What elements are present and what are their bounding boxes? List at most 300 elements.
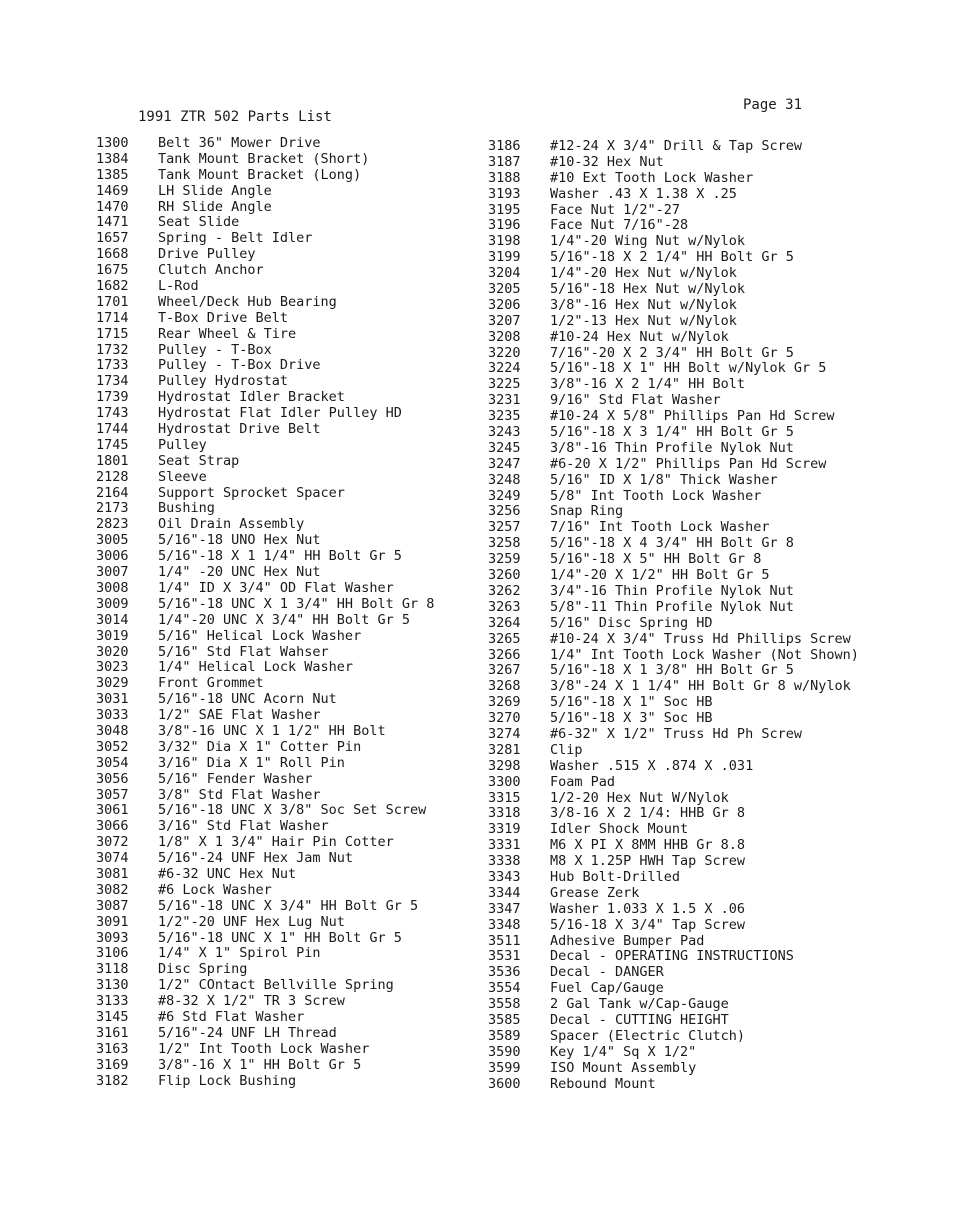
part-description: #6-32 UNC Hex Nut	[158, 865, 297, 882]
list-item	[96, 438, 434, 454]
part-number: 3248	[488, 471, 521, 488]
list-item	[488, 504, 859, 520]
list-item	[488, 361, 859, 377]
part-number: 1657	[96, 230, 129, 247]
part-number: 3091	[96, 913, 129, 930]
part-description: 5/16" ID X 1/8" Thick Washer	[550, 471, 778, 488]
list-item	[96, 692, 434, 708]
part-number: 1385	[96, 166, 129, 183]
part-description: 1/2-20 Hex Nut W/Nylok	[550, 789, 729, 806]
list-item	[488, 965, 859, 981]
part-number: 3231	[488, 392, 521, 409]
part-number: 2823	[96, 516, 129, 533]
part-description: 5/16"-24 UNF Hex Jam Nut	[158, 850, 354, 867]
part-description: Washer .43 X 1.38 X .25	[550, 185, 737, 202]
list-item	[96, 660, 434, 676]
part-number: 1701	[96, 293, 129, 310]
list-item	[488, 218, 859, 234]
part-number: 3281	[488, 741, 521, 758]
list-item	[96, 200, 434, 216]
list-item	[96, 295, 434, 311]
list-item	[488, 727, 859, 743]
part-description: Face Nut 7/16"-28	[550, 217, 689, 234]
part-description: 5/16"-18 UNO Hex Nut	[158, 532, 321, 549]
list-item	[96, 851, 434, 867]
part-description: 5/16" Helical Lock Washer	[158, 627, 362, 644]
part-description: Pulley - T-Box	[158, 341, 272, 358]
part-number: 3061	[96, 802, 129, 819]
part-number: 3585	[488, 1011, 521, 1028]
part-description: 1/2"-13 Hex Nut w/Nylok	[550, 312, 737, 329]
part-number: 3243	[488, 424, 521, 441]
part-description: M6 X PI X 8MM HHB Gr 8.8	[550, 837, 746, 854]
part-description: 1/4" Int Tooth Lock Washer (Not Shown)	[550, 646, 859, 663]
part-number: 2164	[96, 484, 129, 501]
part-number: 3204	[488, 265, 521, 282]
part-number: 3206	[488, 296, 521, 313]
part-description: Hydrostat Idler Bracket	[158, 389, 345, 406]
part-description: Pulley Hydrostat	[158, 373, 289, 390]
part-description: Wheel/Deck Hub Bearing	[158, 293, 337, 310]
part-description: 5/16"-18 X 5" HH Bolt Gr 8	[550, 551, 762, 568]
part-description: 3/8" Std Flat Washer	[158, 786, 321, 803]
part-number: 3169	[96, 1056, 129, 1073]
part-description: 3/16" Std Flat Washer	[158, 818, 329, 835]
part-description: 5/16" Std Flat Wahser	[158, 643, 329, 660]
list-item	[96, 152, 434, 168]
part-number: 1733	[96, 357, 129, 374]
list-item	[96, 676, 434, 692]
part-description: 5/16"-18 X 3 1/4" HH Bolt Gr 5	[550, 424, 794, 441]
part-description: #10-24 X 5/8" Phillips Pan Hd Screw	[550, 408, 835, 425]
part-description: Pulley - T-Box Drive	[158, 357, 321, 374]
list-item	[96, 390, 434, 406]
part-number: 3188	[488, 169, 521, 186]
part-description: 1/4"-20 X 1/2" HH Bolt Gr 5	[550, 567, 770, 584]
list-item	[488, 1061, 859, 1077]
part-description: Spring - Belt Idler	[158, 230, 313, 247]
part-description: Decal - DANGER	[550, 964, 664, 981]
part-description: 3/32" Dia X 1" Cotter Pin	[158, 738, 362, 755]
part-description: 3/8"-24 X 1 1/4" HH Bolt Gr 8 w/Nylok	[550, 678, 851, 695]
part-number: 3256	[488, 503, 521, 520]
part-number: 3599	[488, 1059, 521, 1076]
part-number: 3268	[488, 678, 521, 695]
part-number: 3133	[96, 993, 129, 1010]
part-number: 3267	[488, 662, 521, 679]
part-number: 3081	[96, 865, 129, 882]
part-description: Adhesive Bumper Pad	[550, 932, 705, 949]
list-item	[488, 1045, 859, 1061]
part-number: 3258	[488, 535, 521, 552]
list-item	[96, 1058, 434, 1074]
part-description: 5/16" Fender Washer	[158, 770, 313, 787]
part-number: 1745	[96, 436, 129, 453]
part-description: M8 X 1.25P HWH Tap Screw	[550, 853, 746, 870]
part-number: 3193	[488, 185, 521, 202]
part-description: 3/8"-16 Hex Nut w/Nylok	[550, 296, 737, 313]
part-description: 5/16"-18 UNC X 3/8" Soc Set Screw	[158, 802, 427, 819]
part-number: 3590	[488, 1043, 521, 1060]
part-description: 3/4"-16 Thin Profile Nylok Nut	[550, 582, 794, 599]
list-item	[488, 330, 859, 346]
part-description: Spacer (Electric Clutch)	[550, 1027, 746, 1044]
part-number: 3265	[488, 630, 521, 647]
list-item	[488, 409, 859, 425]
list-item	[488, 648, 859, 664]
part-number: 1300	[96, 135, 129, 151]
part-number: 3247	[488, 455, 521, 472]
part-number: 3019	[96, 627, 129, 644]
part-description: 1/4"-20 Hex Nut w/Nylok	[550, 265, 737, 282]
list-item	[488, 1029, 859, 1045]
list-item	[96, 454, 434, 470]
list-item	[488, 695, 859, 711]
part-description: Rear Wheel & Tire	[158, 325, 297, 342]
part-description: 5/16"-18 X 2 1/4" HH Bolt Gr 5	[550, 249, 794, 266]
part-number: 3023	[96, 659, 129, 676]
list-item	[96, 756, 434, 772]
part-number: 3511	[488, 932, 521, 949]
part-description: #10-32 Hex Nut	[550, 153, 664, 170]
list-item	[488, 266, 859, 282]
part-description: #12-24 X 3/4" Drill & Tap Screw	[550, 138, 802, 154]
list-item	[488, 139, 859, 155]
list-item	[96, 327, 434, 343]
list-item	[96, 517, 434, 533]
part-number: 3558	[488, 996, 521, 1013]
list-item	[96, 581, 434, 597]
part-description: 5/16"-18 X 1 1/4" HH Bolt Gr 5	[158, 548, 402, 565]
list-item	[488, 568, 859, 584]
part-number: 3260	[488, 567, 521, 584]
list-item	[488, 934, 859, 950]
part-description: 5/16" Disc Spring HD	[550, 614, 713, 631]
list-item	[96, 613, 434, 629]
part-description: #6-32" X 1/2" Truss Hd Ph Screw	[550, 725, 802, 742]
part-description: 1/4" -20 UNC Hex Nut	[158, 564, 321, 581]
part-description: #10-24 X 3/4" Truss Hd Phillips Screw	[550, 630, 851, 647]
list-item	[488, 838, 859, 854]
part-number: 3319	[488, 821, 521, 838]
part-number: 3225	[488, 376, 521, 393]
list-item	[488, 679, 859, 695]
part-number: 3208	[488, 328, 521, 345]
part-number: 3052	[96, 738, 129, 755]
part-number: 3263	[488, 598, 521, 615]
part-description: Face Nut 1/2"-27	[550, 201, 681, 218]
part-description: 1/8" X 1 3/4" Hair Pin Cotter	[158, 834, 394, 851]
list-item	[488, 314, 859, 330]
list-item	[488, 298, 859, 314]
list-item	[96, 915, 434, 931]
parts-list-left-column	[96, 136, 434, 1089]
part-number: 3087	[96, 897, 129, 914]
list-item	[96, 343, 434, 359]
part-number: 3257	[488, 519, 521, 536]
part-number: 3048	[96, 722, 129, 739]
part-description: Decal - OPERATING INSTRUCTIONS	[550, 948, 794, 965]
part-number: 3031	[96, 691, 129, 708]
list-item	[96, 358, 434, 374]
list-item	[96, 215, 434, 231]
list-item	[96, 422, 434, 438]
part-description: 1/2" SAE Flat Washer	[158, 707, 321, 724]
list-item	[488, 473, 859, 489]
list-item	[96, 168, 434, 184]
part-number: 3093	[96, 929, 129, 946]
part-number: 3029	[96, 675, 129, 692]
part-number: 1668	[96, 246, 129, 263]
list-item	[488, 489, 859, 505]
part-number: 1675	[96, 262, 129, 279]
part-number: 2173	[96, 500, 129, 517]
list-item	[96, 629, 434, 645]
list-item	[488, 616, 859, 632]
list-item	[488, 552, 859, 568]
part-number: 3161	[96, 1024, 129, 1041]
part-number: 3006	[96, 548, 129, 565]
list-item	[96, 645, 434, 661]
part-number: 3270	[488, 710, 521, 727]
list-item	[96, 946, 434, 962]
part-description: #6 Std Flat Washer	[158, 1008, 305, 1025]
page-number: Page 31	[743, 97, 803, 113]
list-item	[488, 806, 859, 822]
part-description: Hydrostat Flat Idler Pulley HD	[158, 405, 402, 422]
part-number: 3235	[488, 408, 521, 425]
part-description: Drive Pulley	[158, 246, 256, 263]
part-description: 5/8"-11 Thin Profile Nylok Nut	[550, 598, 794, 615]
part-number: 1715	[96, 325, 129, 342]
list-item	[96, 1010, 434, 1026]
list-item	[96, 772, 434, 788]
list-item	[96, 247, 434, 263]
list-item	[96, 533, 434, 549]
part-description: Washer 1.033 X 1.5 X .06	[550, 900, 746, 917]
part-number: 1734	[96, 373, 129, 390]
part-number: 3554	[488, 980, 521, 997]
list-item	[96, 740, 434, 756]
part-number: 3343	[488, 868, 521, 885]
part-number: 3331	[488, 837, 521, 854]
list-item	[488, 918, 859, 934]
list-item	[96, 470, 434, 486]
part-number: 3072	[96, 834, 129, 851]
part-description: Snap Ring	[550, 503, 624, 520]
part-number: 3074	[96, 850, 129, 867]
list-item	[488, 425, 859, 441]
part-number: 3009	[96, 595, 129, 612]
part-description: #10 Ext Tooth Lock Washer	[550, 169, 754, 186]
part-number: 3066	[96, 818, 129, 835]
part-number: 1469	[96, 182, 129, 199]
list-item	[96, 994, 434, 1010]
part-number: 3318	[488, 805, 521, 822]
part-number: 3195	[488, 201, 521, 218]
list-item	[96, 486, 434, 502]
part-number: 3082	[96, 881, 129, 898]
list-item	[488, 187, 859, 203]
part-description: Bushing	[158, 500, 215, 517]
part-description: Washer .515 X .874 X .031	[550, 757, 754, 774]
part-description: 1/2"-20 UNF Hex Lug Nut	[158, 913, 345, 930]
part-description: Support Sprocket Spacer	[158, 484, 345, 501]
part-number: 3187	[488, 153, 521, 170]
list-item	[488, 870, 859, 886]
part-description: T-Box Drive Belt	[158, 309, 289, 326]
part-description: 3/8"-16 Thin Profile Nylok Nut	[550, 439, 794, 456]
part-number: 3249	[488, 487, 521, 504]
part-description: 1/2" Int Tooth Lock Washer	[158, 1040, 370, 1057]
list-item	[96, 867, 434, 883]
list-item	[96, 565, 434, 581]
list-item	[488, 791, 859, 807]
part-description: 1/2" COntact Bellville Spring	[158, 977, 394, 994]
part-number: 3008	[96, 579, 129, 596]
part-number: 1471	[96, 214, 129, 231]
part-description: 5/16"-18 UNC X 1 3/4" HH Bolt Gr 8	[158, 595, 435, 612]
list-item	[96, 279, 434, 295]
list-item	[488, 346, 859, 362]
part-number: 3262	[488, 582, 521, 599]
part-description: Grease Zerk	[550, 884, 640, 901]
part-description: 3/8"-16 X 2 1/4" HH Bolt	[550, 376, 746, 393]
document-title: 1991 ZTR 502 Parts List	[138, 109, 332, 125]
part-description: RH Slide Angle	[158, 198, 272, 215]
list-item	[96, 788, 434, 804]
part-description: 7/16"-20 X 2 3/4" HH Bolt Gr 5	[550, 344, 794, 361]
list-item	[96, 1026, 434, 1042]
list-item	[488, 854, 859, 870]
part-number: 3259	[488, 551, 521, 568]
part-description: Fuel Cap/Gauge	[550, 980, 664, 997]
part-description: 5/16"-24 UNF LH Thread	[158, 1024, 337, 1041]
part-number: 3014	[96, 611, 129, 628]
part-number: 3264	[488, 614, 521, 631]
part-description: 5/16"-18 X 4 3/4" HH Bolt Gr 8	[550, 535, 794, 552]
part-description: Hub Bolt-Drilled	[550, 868, 681, 885]
part-number: 3315	[488, 789, 521, 806]
list-item	[96, 1074, 434, 1090]
list-item	[488, 822, 859, 838]
part-description: Clip	[550, 741, 583, 758]
part-description: 5/16"-18 X 1" HH Bolt w/Nylok Gr 5	[550, 360, 827, 377]
list-item	[96, 311, 434, 327]
part-number: 1470	[96, 198, 129, 215]
part-description: 1/4" ID X 3/4" OD Flat Washer	[158, 579, 394, 596]
part-number: 3274	[488, 725, 521, 742]
list-item	[96, 406, 434, 422]
part-description: 5/16"-18 UNC X 3/4" HH Bolt Gr 5	[158, 897, 419, 914]
part-number: 1714	[96, 309, 129, 326]
part-number: 3198	[488, 233, 521, 250]
part-description: Disc Spring	[158, 961, 248, 978]
list-item	[488, 1013, 859, 1029]
part-number: 3220	[488, 344, 521, 361]
part-description: Front Grommet	[158, 675, 264, 692]
list-item	[488, 441, 859, 457]
list-item	[488, 520, 859, 536]
part-description: #6-20 X 1/2" Phillips Pan Hd Screw	[550, 455, 827, 472]
part-description: Belt 36" Mower Drive	[158, 135, 321, 151]
part-description: 9/16" Std Flat Washer	[550, 392, 721, 409]
list-item	[96, 231, 434, 247]
part-description: Tank Mount Bracket (Long)	[158, 166, 362, 183]
part-number: 1739	[96, 389, 129, 406]
part-description: Seat Slide	[158, 214, 240, 231]
list-item	[96, 883, 434, 899]
part-number: 3186	[488, 138, 521, 154]
list-item	[488, 663, 859, 679]
part-number: 3005	[96, 532, 129, 549]
part-description: Key 1/4" Sq X 1/2"	[550, 1043, 697, 1060]
part-number: 1743	[96, 405, 129, 422]
part-number: 3205	[488, 281, 521, 298]
part-number: 3348	[488, 916, 521, 933]
list-item	[96, 899, 434, 915]
part-description: Sleeve	[158, 468, 207, 485]
list-item	[488, 282, 859, 298]
list-item	[488, 997, 859, 1013]
part-number: 3007	[96, 564, 129, 581]
list-item	[488, 234, 859, 250]
list-item	[96, 835, 434, 851]
list-item	[96, 597, 434, 613]
part-number: 3056	[96, 770, 129, 787]
list-item	[488, 377, 859, 393]
list-item	[488, 949, 859, 965]
parts-list-right-column	[488, 139, 859, 1092]
list-item	[488, 981, 859, 997]
list-item	[96, 184, 434, 200]
part-number: 3298	[488, 757, 521, 774]
list-item	[488, 632, 859, 648]
part-description: 3/8"-16 X 1" HH Bolt Gr 5	[158, 1056, 362, 1073]
part-number: 1801	[96, 452, 129, 469]
part-number: 3196	[488, 217, 521, 234]
part-number: 1384	[96, 150, 129, 167]
list-item	[488, 886, 859, 902]
part-description: Idler Shock Mount	[550, 821, 689, 838]
part-description: Tank Mount Bracket (Short)	[158, 150, 370, 167]
list-item	[488, 600, 859, 616]
part-description: 3/16" Dia X 1" Roll Pin	[158, 754, 345, 771]
part-description: 1/4" Helical Lock Washer	[158, 659, 354, 676]
part-description: Seat Strap	[158, 452, 240, 469]
part-number: 3163	[96, 1040, 129, 1057]
list-item	[488, 584, 859, 600]
part-description: Hydrostat Drive Belt	[158, 421, 321, 438]
part-description: 5/16"-18 X 3" Soc HB	[550, 710, 713, 727]
part-description: Clutch Anchor	[158, 262, 264, 279]
part-description: Decal - CUTTING HEIGHT	[550, 1011, 729, 1028]
list-item	[96, 724, 434, 740]
list-item	[96, 549, 434, 565]
part-description: 3/8"-16 UNC X 1 1/2" HH Bolt	[158, 722, 386, 739]
part-number: 3600	[488, 1075, 521, 1092]
list-item	[488, 457, 859, 473]
list-item	[488, 1077, 859, 1093]
list-item	[488, 393, 859, 409]
part-description: #10-24 Hex Nut w/Nylok	[550, 328, 729, 345]
part-description: Foam Pad	[550, 773, 616, 790]
part-description: Oil Drain Assembly	[158, 516, 305, 533]
list-item	[488, 536, 859, 552]
part-description: 1/4"-20 UNC X 3/4" HH Bolt Gr 5	[158, 611, 410, 628]
part-number: 1682	[96, 278, 129, 295]
part-number: 3269	[488, 694, 521, 711]
